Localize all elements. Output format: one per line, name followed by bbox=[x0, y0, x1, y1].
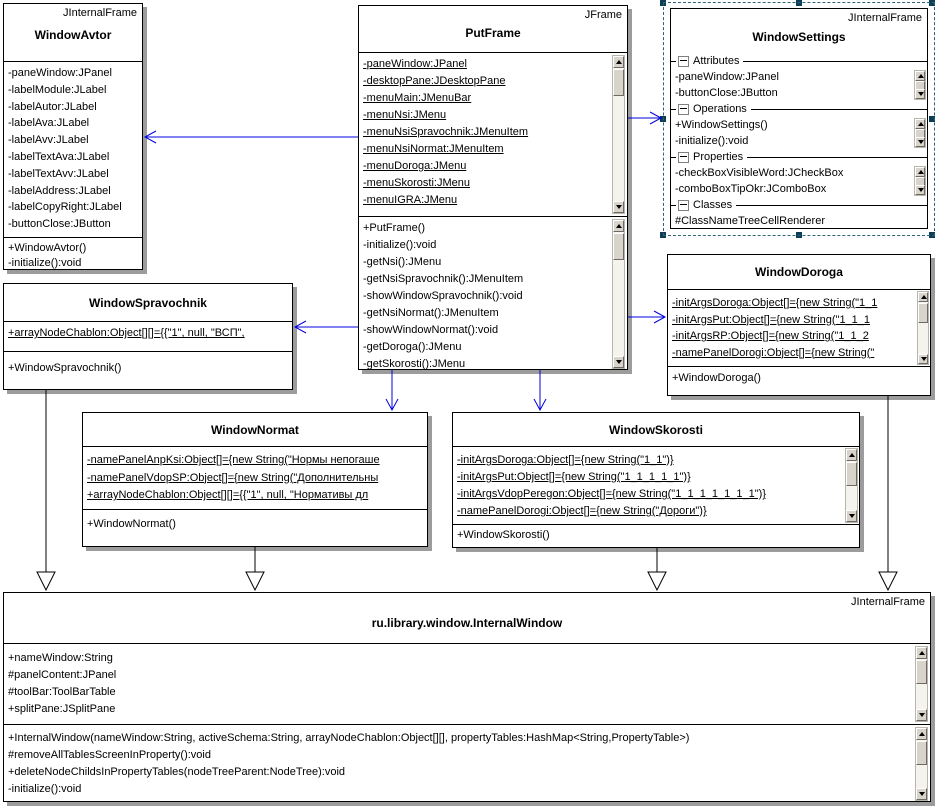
class-title: WindowNormat bbox=[211, 423, 299, 437]
attribute-item[interactable]: -menuNsiNormat:JMenuItem bbox=[363, 143, 504, 155]
attribute-item[interactable]: -labelModule:JLabel bbox=[8, 83, 107, 96]
class-title: WindowSkorosti bbox=[609, 423, 703, 437]
attribute-item[interactable]: -initArgsRP:Object[]={new String("1_1_2 bbox=[672, 330, 869, 342]
attribute-item[interactable]: -labelTextAvv:JLabel bbox=[8, 167, 109, 180]
operation-item[interactable]: -initialize():void bbox=[363, 239, 437, 251]
property-item[interactable]: -comboBoxTipOkr:JComboBox bbox=[675, 183, 827, 195]
attribute-item[interactable]: #toolBar:ToolBarTable bbox=[8, 686, 116, 698]
group-label: Operations bbox=[693, 103, 747, 115]
operation-item[interactable]: -getDoroga():JMenu bbox=[363, 341, 462, 353]
operation-item[interactable]: +WindowSkorosti() bbox=[457, 529, 550, 541]
operation-item[interactable]: -initialize():void bbox=[675, 135, 749, 147]
attribute-item[interactable]: -labelTextAva:JLabel bbox=[8, 150, 110, 163]
generalization-windownormat-to-internalwindow[interactable] bbox=[246, 547, 264, 590]
attribute-item[interactable]: -paneWindow:JPanel bbox=[675, 71, 779, 83]
class-title: PutFrame bbox=[465, 26, 521, 40]
attribute-item[interactable]: -desktopPane:JDesktopPane bbox=[363, 75, 506, 87]
class-title: ru.library.window.InternalWindow bbox=[371, 616, 563, 630]
association-putframe-to-windownormat[interactable] bbox=[386, 370, 398, 410]
class-title: WindowAvtor bbox=[34, 28, 112, 42]
operation-item[interactable]: -showWindowNormat():void bbox=[363, 324, 499, 336]
class-stereotype: JFrame bbox=[584, 9, 622, 21]
attribute-item[interactable]: -labelAddress:JLabel bbox=[8, 184, 111, 197]
operation-item[interactable]: +deleteNodeChildsInPropertyTables(nodeTreeParent:NodeTree):void bbox=[8, 766, 346, 778]
association-putframe-to-windowskorosti[interactable] bbox=[534, 370, 546, 410]
attribute-item[interactable]: -initArgsDoroga:Object[]={new String("1_1")} bbox=[457, 454, 674, 466]
attribute-item[interactable]: -labelAva:JLabel bbox=[8, 117, 90, 130]
attribute-item[interactable]: #panelContent:JPanel bbox=[8, 669, 117, 681]
class-stereotype: JInternalFrame bbox=[851, 596, 925, 608]
generalization-windowskorosti-to-internalwindow[interactable] bbox=[648, 548, 666, 590]
operation-item[interactable]: +InternalWindow(nameWindow:String, activeSchema:String, arrayNodeChablon:Object[][], propertyTables:HashMap<String,PropertyTable>) bbox=[8, 732, 690, 744]
attribute-item[interactable]: -initArgsVdopPeregon:Object[]={new String("1_1_1_1_1_1_1")} bbox=[457, 488, 766, 500]
operation-item[interactable]: -initialize():void bbox=[8, 783, 82, 795]
class-stereotype: JInternalFrame bbox=[848, 12, 922, 24]
attribute-item[interactable]: -namePanelDorogi:Object[]={new String(" bbox=[672, 346, 875, 359]
attribute-item[interactable]: +arrayNodeChablon:Object[][]={{"1", null, "ВСП", bbox=[8, 327, 245, 339]
operation-item[interactable]: -showWindowSpravochnik():void bbox=[363, 290, 523, 302]
operation-item[interactable]: -initialize():void bbox=[8, 257, 82, 269]
attribute-item[interactable]: -namePanelDorogi:Object[]={new String("Дороги")} bbox=[457, 505, 707, 517]
attribute-item[interactable]: -buttonClose:JButton bbox=[675, 87, 778, 99]
class-title: WindowSettings bbox=[752, 30, 846, 44]
group-label: Attributes bbox=[693, 55, 740, 67]
attribute-item[interactable]: -menuDoroga:JMenu bbox=[363, 160, 467, 172]
attribute-item[interactable]: -namePanelAnpKsi:Object[]={new String("Нормы непогаше bbox=[87, 454, 380, 466]
group-label: Properties bbox=[693, 151, 744, 163]
attribute-item[interactable]: +arrayNodeChablon:Object[][]={{"1", null, "Нормативы дл bbox=[87, 489, 369, 501]
operation-item[interactable]: +WindowDoroga() bbox=[672, 372, 761, 384]
attribute-item[interactable]: -labelCopyRight:JLabel bbox=[8, 201, 122, 214]
attribute-item[interactable]: -menuNsi:JMenu bbox=[363, 109, 447, 121]
attribute-item[interactable]: -menuMain:JMenuBar bbox=[363, 92, 472, 104]
attribute-item[interactable]: -paneWindow:JPanel bbox=[8, 67, 112, 79]
operation-item[interactable]: -getSkorosti():JMenu bbox=[363, 358, 466, 370]
attribute-item[interactable]: -menuNsiSpravochnik:JMenuItem bbox=[363, 126, 529, 138]
property-item[interactable]: -checkBoxVisibleWord:JCheckBox bbox=[675, 167, 844, 179]
attribute-item[interactable]: -buttonClose:JButton bbox=[8, 218, 111, 231]
operation-item[interactable]: -getNsiSpravochnik():JMenuItem bbox=[363, 273, 524, 285]
association-putframe-to-windowavtor[interactable] bbox=[145, 131, 358, 143]
attribute-item[interactable]: -menuSkorosti:JMenu bbox=[363, 177, 470, 189]
operation-item[interactable]: #removeAllTablesScreenInProperty():void bbox=[8, 749, 211, 761]
association-putframe-to-windowspravochnik[interactable] bbox=[295, 321, 358, 333]
operation-item[interactable]: +PutFrame() bbox=[363, 222, 426, 234]
class-title: WindowSpravochnik bbox=[89, 296, 207, 310]
operation-item[interactable]: +WindowSettings() bbox=[675, 119, 768, 131]
attribute-item[interactable]: -paneWindow:JPanel bbox=[363, 58, 467, 70]
attribute-item[interactable]: -menuIGRA:JMenu bbox=[363, 194, 458, 206]
operation-item[interactable]: -getNsiNormat():JMenuItem bbox=[363, 307, 499, 319]
class-stereotype: JInternalFrame bbox=[63, 7, 137, 19]
attribute-item[interactable]: -namePanelVdopSP:Object[]={new String("Дополнительны bbox=[87, 471, 379, 484]
generalization-windowdoroga-to-internalwindow[interactable] bbox=[879, 396, 897, 590]
attribute-item[interactable]: -labelAutor:JLabel bbox=[8, 100, 97, 113]
association-putframe-to-windowsettings[interactable] bbox=[628, 112, 661, 124]
generalization-windowspravochnik-to-internalwindow[interactable] bbox=[37, 390, 55, 590]
class-item[interactable]: #ClassNameTreeCellRenderer bbox=[675, 215, 825, 227]
attribute-item[interactable]: +splitPane:JSplitPane bbox=[8, 703, 116, 715]
attribute-item[interactable]: -initArgsPut:Object[]={new String("1_1_1 bbox=[672, 313, 871, 326]
operation-item[interactable]: -getNsi():JMenu bbox=[363, 256, 442, 268]
operation-item[interactable]: +WindowNormat() bbox=[87, 518, 176, 530]
operation-item[interactable]: +WindowAvtor() bbox=[8, 242, 87, 254]
operation-item[interactable]: +WindowSpravochnik() bbox=[8, 362, 122, 374]
class-title: WindowDoroga bbox=[755, 265, 843, 279]
attribute-item[interactable]: -initArgsPut:Object[]={new String("1_1_1_1_1")} bbox=[457, 471, 691, 483]
attribute-item[interactable]: -labelAvv:JLabel bbox=[8, 134, 89, 147]
attribute-item[interactable]: +nameWindow:String bbox=[8, 652, 113, 664]
attribute-item[interactable]: -initArgsDoroga:Object[]={new String("1_1 bbox=[672, 297, 878, 309]
association-putframe-to-windowdoroga[interactable] bbox=[628, 311, 665, 323]
group-label: Classes bbox=[693, 199, 733, 211]
